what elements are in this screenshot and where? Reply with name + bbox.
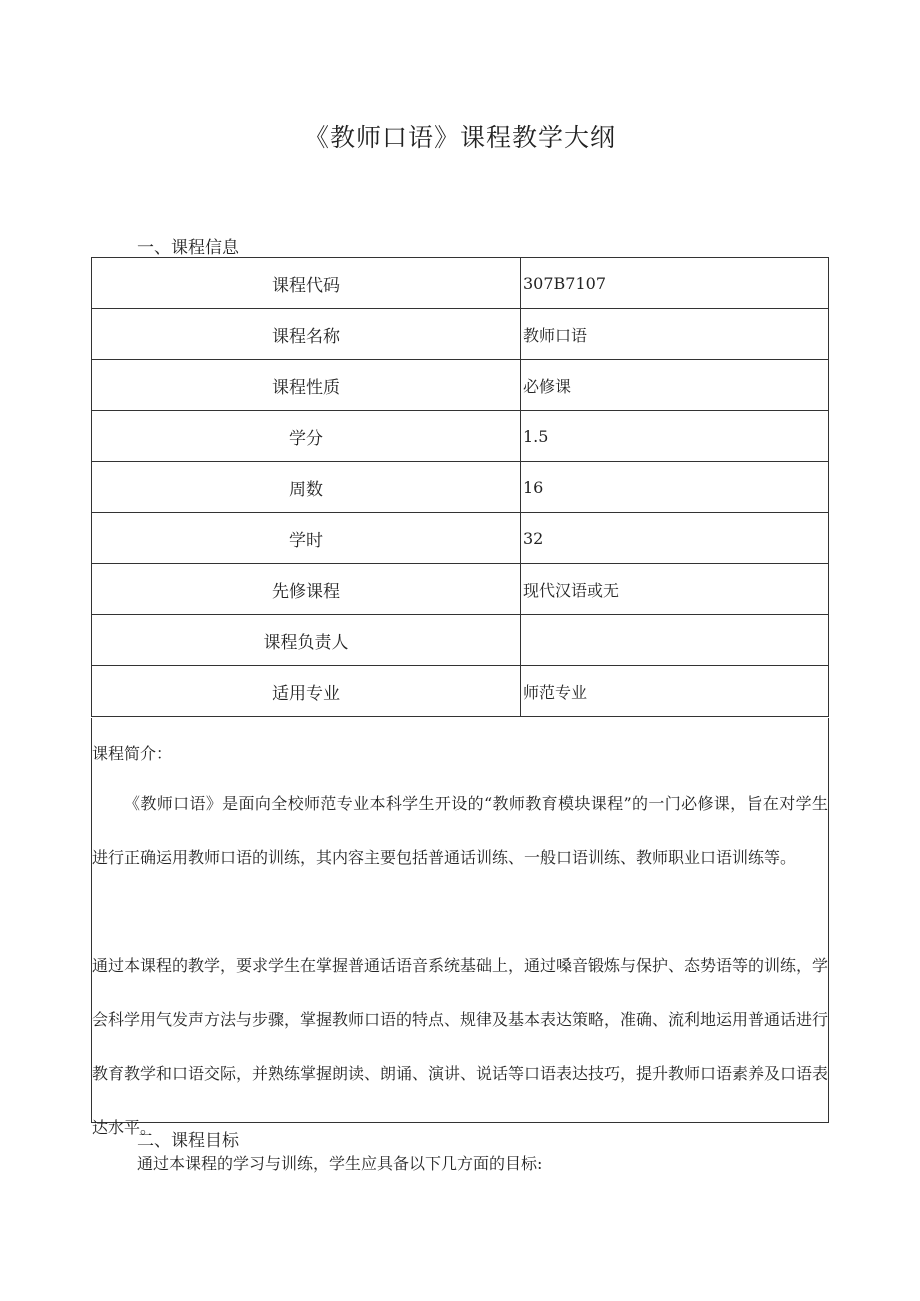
table-row [92, 360, 829, 411]
course-leader-value [521, 615, 829, 666]
course-leader-label: 课程负责人 [92, 615, 521, 666]
document-title: 《教师口语》课程教学大纲 [303, 123, 616, 152]
course-code-value: 307B7107 [521, 258, 829, 309]
table-row [92, 411, 829, 462]
table-row [92, 258, 829, 309]
table-row [92, 462, 829, 513]
table-row [92, 666, 829, 717]
table-row [92, 564, 829, 615]
summary-paragraph-1: 《教师口语》是面向全校师范专业本科学生开设的“教师教育模块课程”的一门必修课，旨在对学生进行正确运用教师口语的训练，其内容主要包括普通话训练、一般口语训练、教师职业口语训练等。 [92, 794, 828, 867]
course-summary-box [91, 718, 829, 1137]
section-heading-course-info: 一、课程信息 [137, 238, 239, 258]
course-name-label: 课程名称 [92, 309, 521, 360]
table-row [92, 513, 829, 564]
applicable-major-label: 适用专业 [92, 666, 521, 717]
credits-label: 学分 [92, 411, 521, 462]
prerequisite-value: 现代汉语或无 [521, 564, 829, 615]
course-info-table [91, 257, 829, 717]
course-goals-intro: 通过本课程的学习与训练，学生应具备以下几方面的目标: [137, 1154, 543, 1173]
course-nature-value: 必修课 [521, 360, 829, 411]
prerequisite-label: 先修课程 [92, 564, 521, 615]
weeks-label: 周数 [92, 462, 521, 513]
course-code-label: 课程代码 [92, 258, 521, 309]
hours-value: 32 [521, 513, 829, 564]
hours-label: 学时 [92, 513, 521, 564]
course-name-value: 教师口语 [521, 309, 829, 360]
table-row [92, 615, 829, 666]
credits-value: 1.5 [521, 411, 829, 462]
weeks-value: 16 [521, 462, 829, 513]
summary-label: 课程简介： [92, 744, 173, 763]
table-row [92, 309, 829, 360]
course-nature-label: 课程性质 [92, 360, 521, 411]
section-heading-course-goals: 二、课程目标 [137, 1131, 239, 1151]
applicable-major-value: 师范专业 [521, 666, 829, 717]
summary-paragraph-2: 通过本课程的教学，要求学生在掌握普通话语音系统基础上，通过嗓音锻炼与保护、态势语等的训练，学会科学用气发声方法与步骤，掌握教师口语的特点、规律及基本表达策略，准确、流利地运用普通话进行教育教学和口语交际，并熟练掌握朗读、朗诵、演讲、说话等口语表达技巧，提升教师口语素养及口语表达水平。 [92, 956, 829, 1137]
